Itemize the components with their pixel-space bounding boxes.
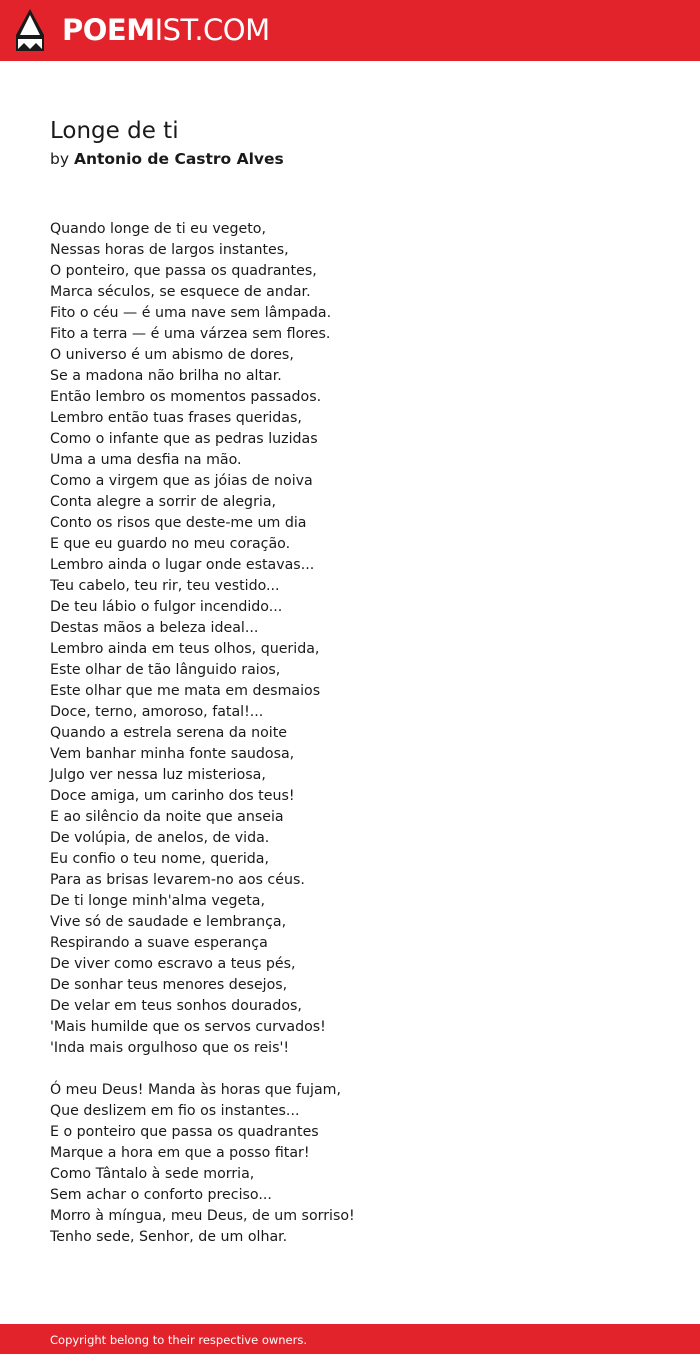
poem-line: Tenho sede, Senhor, de um olhar. [50, 1229, 288, 1245]
poem-line: Fito o céu — é uma nave sem lâmpada. [50, 305, 332, 321]
poem-line: Julgo ver nessa luz misteriosa, [50, 767, 266, 783]
poem-line: Marca séculos, se esquece de andar. [50, 284, 311, 300]
poem-line: Fito a terra — é uma várzea sem flores. [50, 326, 331, 342]
poem-line: Como a virgem que as jóias de noiva [50, 473, 313, 489]
poem-line: E que eu guardo no meu coração. [50, 536, 291, 552]
poem-line: Como Tântalo à sede morria, [50, 1166, 255, 1182]
poem-line: 'Mais humilde que os servos curvados! [50, 1019, 326, 1035]
poem-line: Morro à míngua, meu Deus, de um sorriso! [50, 1208, 355, 1224]
poem-line: Nessas horas de largos instantes, [50, 242, 289, 258]
poem-line: Conto os risos que deste-me um dia [50, 515, 307, 531]
poem-stanza [50, 1080, 670, 1248]
site-header [0, 0, 700, 61]
poem-line: De volúpia, de anelos, de vida. [50, 830, 270, 846]
poem-line: E o ponteiro que passa os quadrantes [50, 1124, 319, 1140]
poem-line: De sonhar teus menores desejos, [50, 977, 288, 993]
poem-line: Uma a uma desfia na mão. [50, 452, 242, 468]
poem-line: De velar em teus sonhos dourados, [50, 998, 302, 1014]
poem-line: Marque a hora em que a posso fitar! [50, 1145, 310, 1161]
pen-nib-icon[interactable] [16, 9, 44, 51]
poem-stanza [50, 219, 670, 1059]
poem-line: Ó meu Deus! Manda às horas que fujam, [50, 1082, 341, 1098]
poem-line: 'Inda mais orgulhoso que os reis'! [50, 1040, 290, 1056]
poem-line: Destas mãos a beleza ideal... [50, 620, 259, 636]
poem-line: Então lembro os momentos passados. [50, 389, 322, 405]
poem-line: Lembro ainda em teus olhos, querida, [50, 641, 320, 657]
poem-line: Como o infante que as pedras luzidas [50, 431, 318, 447]
poem-line: Que deslizem em fio os instantes... [50, 1103, 300, 1119]
copyright-text: Copyright belong to their respective owners. [50, 1333, 308, 1347]
site-logo[interactable] [62, 12, 270, 48]
poem-line: De teu lábio o fulgor incendido... [50, 599, 283, 615]
poem-line: O universo é um abismo de dores, [50, 347, 294, 363]
poem-title: Longe de ti [50, 118, 179, 144]
poem-line: Sem achar o conforto preciso... [50, 1187, 272, 1203]
poem-line: Quando a estrela serena da noite [50, 725, 288, 741]
poem-line: De ti longe minh'alma vegeta, [50, 893, 265, 909]
poem-line: Vive só de saudade e lembrança, [50, 914, 287, 930]
poem-byline [50, 148, 284, 170]
poem-line: E ao silêncio da noite que anseia [50, 809, 284, 825]
poem-line: Este olhar de tão lânguido raios, [50, 662, 281, 678]
poem-line: Eu confio o teu nome, querida, [50, 851, 269, 867]
poem-line: Lembro então tuas frases queridas, [50, 410, 302, 426]
poem-line: Vem banhar minha fonte saudosa, [50, 746, 295, 762]
poem-line: Doce, terno, amoroso, fatal!... [50, 704, 264, 720]
poem-line: Para as brisas levarem-no aos céus. [50, 872, 305, 888]
by-label: by [50, 150, 70, 168]
poem-author: Antonio de Castro Alves [73, 150, 284, 168]
logo-light-text: IST.COM [154, 13, 270, 47]
poem-line: Quando longe de ti eu vegeto, [50, 221, 266, 237]
poem-line: Este olhar que me mata em desmaios [50, 683, 321, 699]
poem-body [50, 219, 670, 1269]
logo-bold-text: POEM [62, 13, 155, 47]
poem-line: Lembro ainda o lugar onde estavas... [50, 557, 315, 573]
poem-line: Teu cabelo, teu rir, teu vestido... [50, 578, 280, 594]
poem-line: De viver como escravo a teus pés, [50, 956, 296, 972]
poem-line: Respirando a suave esperança [50, 935, 268, 951]
site-footer [0, 1324, 700, 1354]
poem-line: Conta alegre a sorrir de alegria, [50, 494, 277, 510]
poem-line: O ponteiro, que passa os quadrantes, [50, 263, 317, 279]
poem-line: Se a madona não brilha no altar. [50, 368, 282, 384]
poem-line: Doce amiga, um carinho dos teus! [50, 788, 295, 804]
